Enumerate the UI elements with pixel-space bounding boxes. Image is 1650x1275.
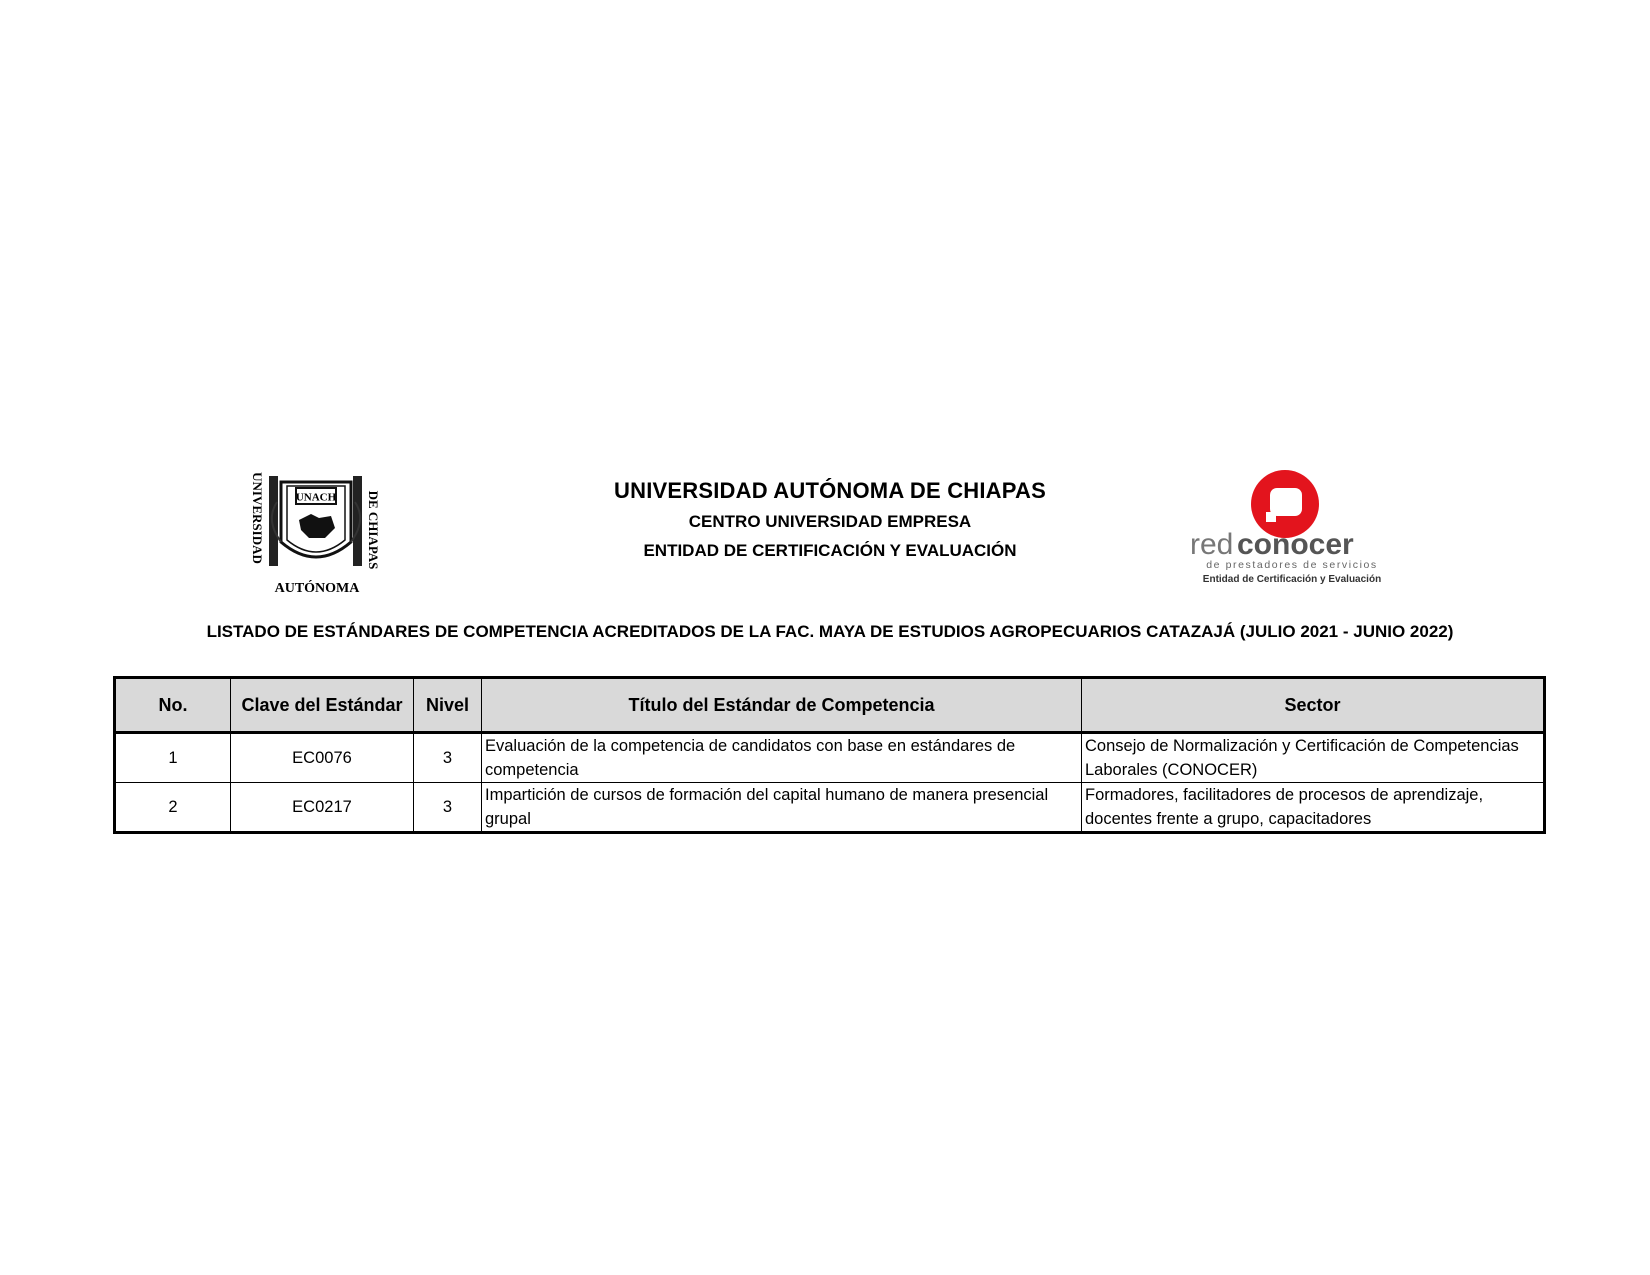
conocer-tagline: de prestadores de servicios <box>1206 559 1378 571</box>
header-titulo: Título del Estándar de Competencia <box>482 678 1082 733</box>
center-title: CENTRO UNIVERSIDAD EMPRESA <box>688 512 972 531</box>
unach-seal-icon <box>247 472 392 596</box>
cell-no: 1 <box>115 733 231 783</box>
red-conocer-logo <box>1180 470 1420 598</box>
unach-right-text: DE CHIAPAS <box>366 490 381 570</box>
cell-titulo: Impartición de cursos de formación del capital humano de manera presencial grupal <box>482 783 1082 833</box>
unach-bottom-text: AUTÓNOMA <box>274 581 360 596</box>
header-no: No. <box>115 678 231 733</box>
cell-nivel: 3 <box>414 733 482 783</box>
header-nivel: Nivel <box>414 678 482 733</box>
unach-left-text: UNIVERSIDAD <box>250 472 265 564</box>
document-title: LISTADO DE ESTÁNDARES DE COMPETENCIA ACREDITADOS DE LA FAC. MAYA DE ESTUDIOS AGROPECUARIOS CATAZAJÁ (JULIO 2021 - JUNIO 2022) <box>206 622 1454 641</box>
entity-title: ENTIDAD DE CERTIFICACIÓN Y EVALUACIÓN <box>643 541 1017 560</box>
table-header-row <box>115 678 1545 733</box>
university-title: UNIVERSIDAD AUTÓNOMA DE CHIAPAS <box>614 478 1046 503</box>
conocer-word-red: red <box>1190 528 1234 561</box>
cell-nivel: 3 <box>414 783 482 833</box>
unach-inner-text: UNACH <box>295 491 337 504</box>
red-conocer-icon <box>1180 470 1420 598</box>
cell-sector: Formadores, facilitadores de procesos de aprendizaje, docentes frente a grupo, capacitadores <box>1082 783 1545 833</box>
table-row <box>115 733 1545 783</box>
header-clave: Clave del Estándar <box>231 678 414 733</box>
cell-clave: EC0076 <box>231 733 414 783</box>
conocer-word-conocer: conocer <box>1237 528 1354 561</box>
cell-titulo: Evaluación de la competencia de candidatos con base en estándares de competencia <box>482 733 1082 783</box>
cell-clave: EC0217 <box>231 783 414 833</box>
standards-table <box>113 676 1546 834</box>
cell-no: 2 <box>115 783 231 833</box>
table-row <box>115 783 1545 833</box>
conocer-subtitle: Entidad de Certificación y Evaluación <box>1202 574 1382 585</box>
header-sector: Sector <box>1082 678 1545 733</box>
cell-sector: Consejo de Normalización y Certificación de Competencias Laborales (CONOCER) <box>1082 733 1545 783</box>
header-block <box>520 478 1140 570</box>
unach-logo <box>247 472 392 596</box>
